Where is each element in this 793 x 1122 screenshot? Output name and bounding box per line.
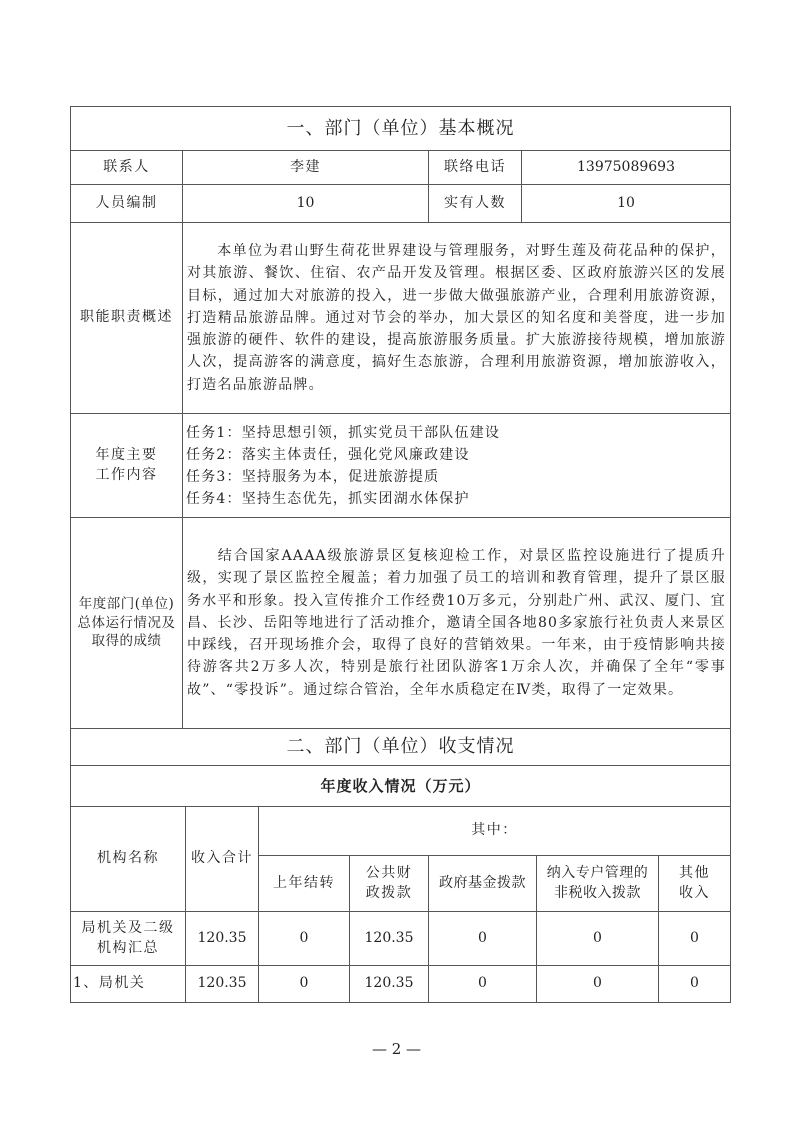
income-title: 年度收入情况（万元） [71, 766, 731, 807]
tasks-list [183, 414, 731, 518]
header-org-name: 机构名称 [71, 807, 186, 912]
row-nontax: 0 [537, 912, 659, 966]
tasks-label [71, 414, 183, 518]
contact-value: 李建 [183, 151, 429, 185]
task-item: 任务1：坚持思想引领，抓实党员干部队伍建设 [186, 424, 501, 441]
row-public-fiscal: 120.35 [350, 912, 429, 966]
income-table [70, 765, 731, 1003]
achievements-description [183, 518, 731, 729]
row-org-name-line2: 机构汇总 [97, 939, 159, 956]
row-total: 120.35 [186, 966, 259, 1003]
row-other: 0 [659, 966, 731, 1003]
row-carryover: 0 [259, 966, 350, 1003]
header-nontax-line2: 非税收入拨款 [554, 884, 641, 901]
achievements-label-line2: 总体运行情况及 [77, 614, 176, 631]
row-org-name [71, 912, 186, 966]
phone-label: 联络电话 [429, 151, 522, 185]
section1-title: 一、部门（单位）基本概况 [71, 107, 731, 151]
task-item: 任务3：坚持服务为本，促进旅游提质 [186, 468, 440, 485]
phone-value: 13975089693 [522, 151, 731, 185]
achievements-label-line3: 取得的成绩 [91, 633, 162, 650]
achievements-text: 结合国家AAAA级旅游景区复核迎检工作，对景区监控设施进行了提质升级，实现了景区监控全履盖；着力加强了员工的培训和教育管理，提升了景区服务水平和形象。投入宣传推介工作经费10万多元，分别赴广州、武汉、厦门、宜昌、长沙、岳阳等地进行了活动推介，邀请全国各地80多家旅行社负责人来景区中踩线，召开现场推介会，取得了良好的营销效果。一年来，由于疫情影响共接待游客共2万多人次，特别是旅行社团队游客1万余人次，并确保了全年“零事故”、“零投诉”。通过综合管治，全年水质稳定在Ⅳ类，取得了一定效果。 [187, 547, 726, 698]
table-row [71, 966, 731, 1003]
table-row [71, 912, 731, 966]
row-total: 120.35 [186, 912, 259, 966]
header-public-fiscal-line1: 公共财 [365, 864, 413, 881]
row-org-name-line1: 局机关及二级 [81, 919, 175, 936]
achievements-label [71, 518, 183, 729]
header-public-fiscal-line2: 政拨款 [365, 884, 413, 901]
duty-text: 本单位为君山野生荷花世界建设与管理服务，对野生莲及荷花品种的保护，对其旅游、餐饮、住宿、农产品开发及管理。根据区委、区政府旅游兴区的发展目标，通过加大对旅游的投入，进一步做大做强旅游产业，合理利用旅游资源，打造精品旅游品牌。通过对节会的举办，加大景区的知名度和美誉度，进一步加强旅游的硬件、软件的建设，提高旅游服务质量。扩大旅游接待规模，增加旅游人次，提高游客的满意度，搞好生态旅游，合理利用旅游资源，增加旅游收入，打造名品旅游品牌。 [187, 242, 726, 393]
staff-quota-label: 人员编制 [71, 185, 183, 223]
contact-label: 联系人 [71, 151, 183, 185]
row-other: 0 [659, 912, 731, 966]
row-carryover: 0 [259, 912, 350, 966]
header-other-line2: 收入 [679, 884, 710, 901]
section2-title: 二、部门（单位）收支情况 [71, 729, 731, 766]
staff-quota-value: 10 [183, 185, 429, 223]
header-public-fiscal [350, 856, 429, 912]
header-gov-fund: 政府基金拨款 [429, 856, 537, 912]
header-nontax-line1: 纳入专户管理的 [546, 864, 649, 881]
header-total: 收入合计 [186, 807, 259, 912]
page-number: — 2 — [371, 1040, 422, 1058]
staff-actual-value: 10 [522, 185, 731, 223]
header-of-which: 其中： [259, 807, 731, 856]
task-item: 任务4：坚持生态优先，抓实团湖水体保护 [186, 490, 470, 507]
header-other [659, 856, 731, 912]
staff-actual-label: 实有人数 [429, 185, 522, 223]
basic-info-table [70, 106, 731, 766]
row-nontax: 0 [537, 966, 659, 1003]
header-nontax [537, 856, 659, 912]
header-other-line1: 其他 [679, 864, 710, 881]
header-carryover: 上年结转 [259, 856, 350, 912]
tasks-label-line2: 工作内容 [95, 466, 158, 483]
tasks-label-line1: 年度主要 [95, 446, 158, 463]
task-item: 任务2：落实主体责任，强化党风廉政建设 [186, 446, 470, 463]
duty-label: 职能职责概述 [71, 223, 183, 414]
row-gov-fund: 0 [429, 966, 537, 1003]
duty-description [183, 223, 731, 414]
row-gov-fund: 0 [429, 912, 537, 966]
row-org-name: 1、局机关 [71, 966, 186, 1003]
achievements-label-line1: 年度部门(单位) [78, 595, 175, 612]
row-public-fiscal: 120.35 [350, 966, 429, 1003]
